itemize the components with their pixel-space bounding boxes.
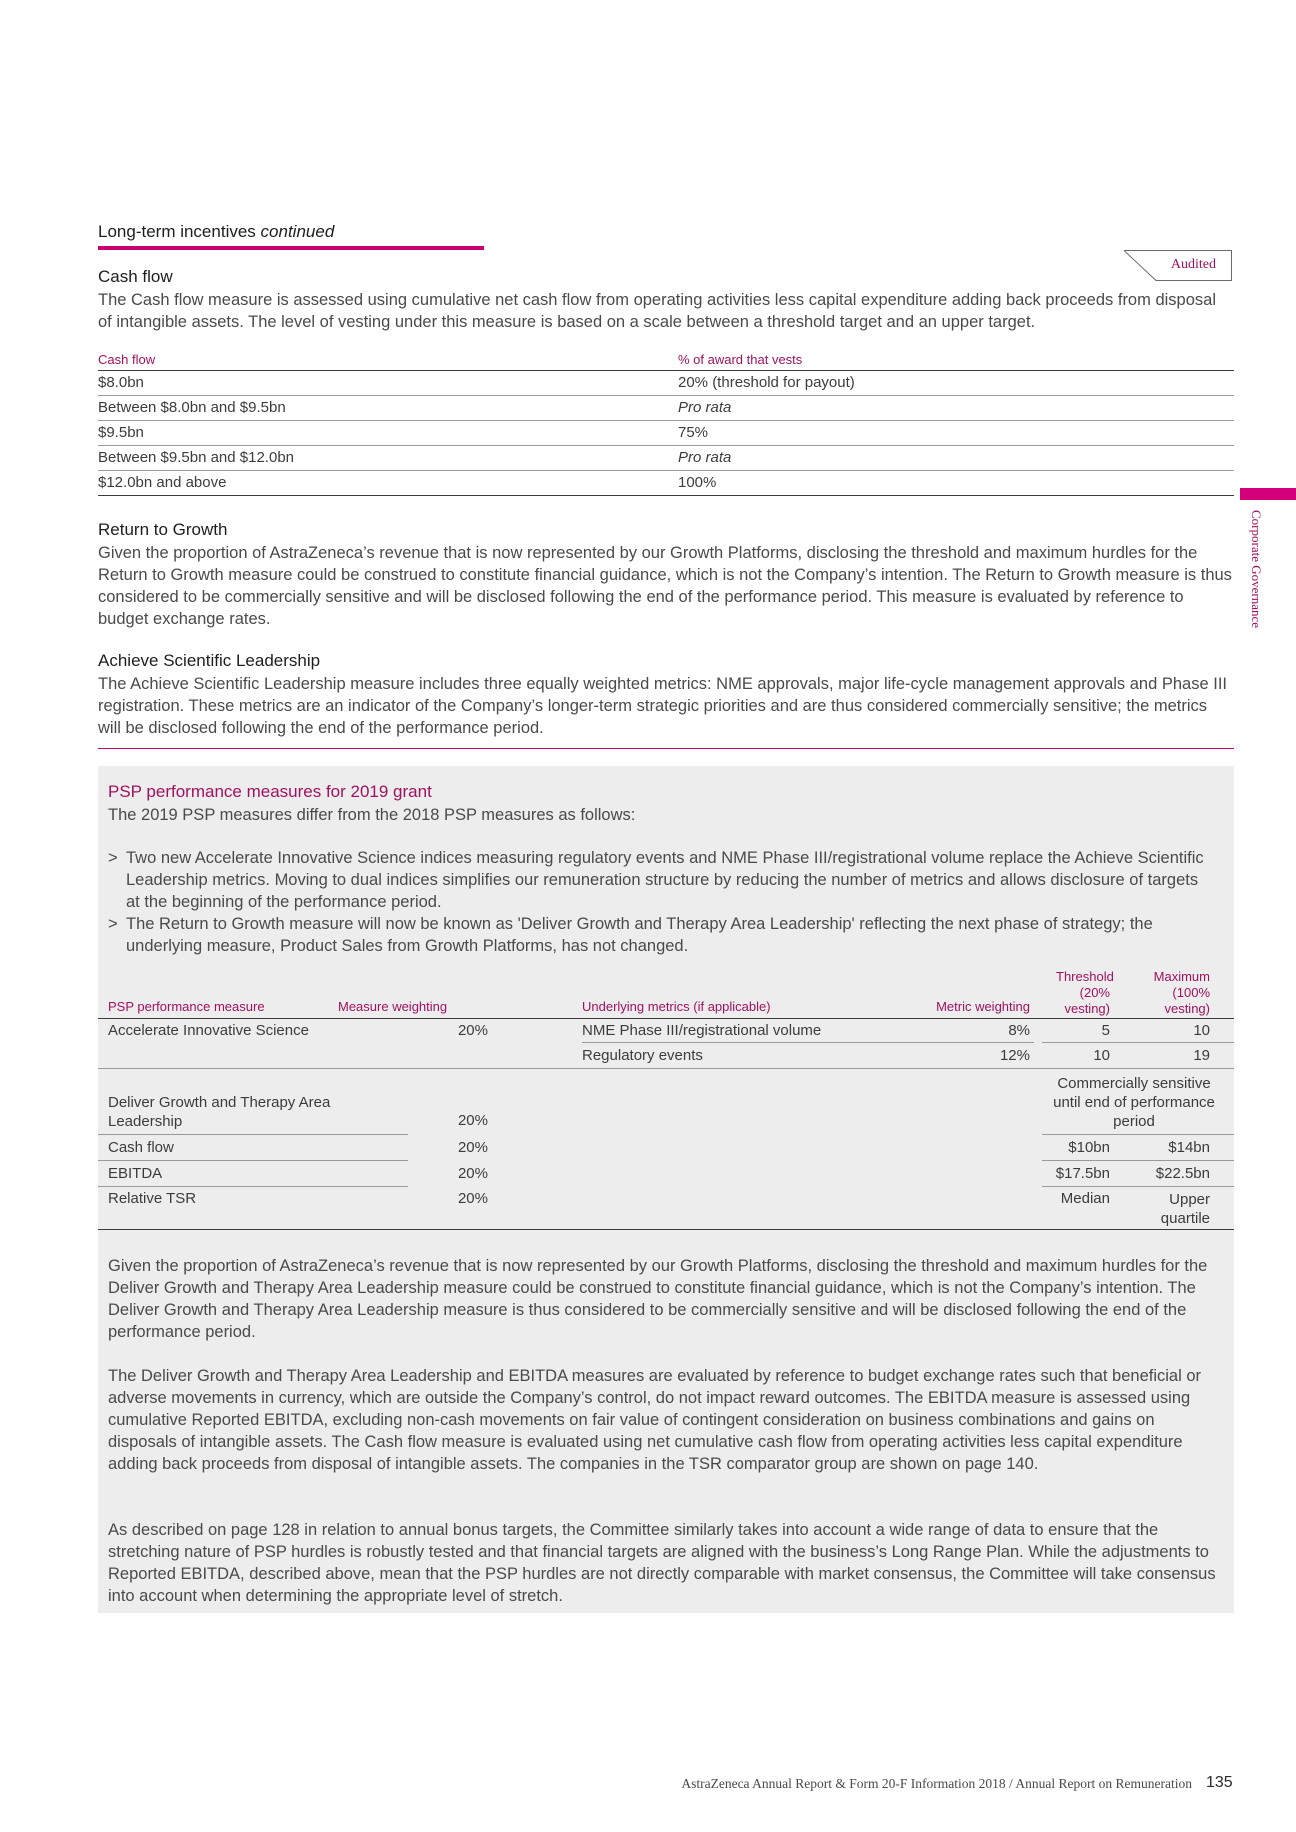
col-header-cash-flow: Cash flow (98, 352, 156, 367)
weighting-ebitda: 20% (457, 1165, 488, 1182)
measure-relative-tsr: Relative TSR (108, 1190, 197, 1207)
psp-paragraph-2: The Deliver Growth and Therapy Area Leadership and EBITDA measures are evaluated by reference to budget exchange rates such that beneficial or adverse movements in currency, which are outside the Company’s control, do not impact reward outcomes. The EBITDA measure is assessed using cumulative Reported EBITDA, excluding non-cash movements on fair value of contingent consideration on business combinations and gains on disposals of intangible assets. The Cash flow measure is evaluated using net cumulative cash flow from operating activities less capital expenditure adding back proceeds from disposal of intangible assets. The companies in the TSR comparator group are shown on page 140. (108, 1367, 1202, 1473)
table-cell: $8.0bn (98, 374, 144, 391)
table-row (98, 421, 1234, 446)
threshold-regulatory: 10 (1093, 1047, 1110, 1064)
row-rule (1042, 1186, 1234, 1187)
table-bottom-rule (98, 1229, 1234, 1230)
table-row (98, 446, 1234, 471)
table-cell: Pro rata (678, 449, 732, 466)
row-rule (98, 1186, 408, 1187)
table-cell: 100% (678, 474, 717, 491)
col-header-maximum: Maximum (100% vesting) (1153, 969, 1210, 1016)
threshold-relative-tsr: Median (1060, 1190, 1110, 1207)
row-rule (1042, 1160, 1234, 1161)
bullet-text: The Return to Growth measure will now be known as 'Deliver Growth and Therapy Area Leadership' reflecting the next phase of strategy; the underlying measure, Product Sales from Growth Platforms, has not changed. (126, 915, 1153, 955)
continued-label: continued (260, 222, 335, 241)
cash-flow-heading: Cash flow (98, 267, 173, 286)
maximum-nme: 10 (1193, 1022, 1210, 1039)
section-title: Long-term incentives continued (98, 222, 335, 241)
psp-paragraph-1: Given the proportion of AstraZeneca’s revenue that is now represented by our Growth Platforms, disclosing the threshold and maximum hurdles for the Deliver Growth and Therapy Area Leadership measure could be construed to constitute financial guidance, which is not the Company’s intention. The Deliver Growth and Therapy Area Leadership measure is thus considered to be commercially sensitive and will be disclosed following the end of the performance period. (108, 1257, 1208, 1341)
col-header-metric-weighting: Metric weighting (936, 999, 1030, 1014)
threshold-ebitda: $17.5bn (1055, 1165, 1110, 1182)
col-header-award-vests: % of award that vests (678, 352, 803, 367)
table-cell: $12.0bn and above (98, 474, 227, 491)
weighting-relative-tsr: 20% (457, 1190, 488, 1207)
footer-text: AstraZeneca Annual Report & Form 20-F Information 2018 / Annual Report on Remuneration (681, 1776, 1192, 1791)
cash-flow-paragraph: The Cash flow measure is assessed using cumulative net cash flow from operating activities less capital expenditure adding back proceeds from disposal of intangible assets. The level of vesting under this measure is based on a scale between a threshold target and an upper target. (98, 291, 1216, 331)
col-header-psp-measure: PSP performance measure (108, 999, 265, 1014)
metric-nme-phase-iii: NME Phase III/registrational volume (582, 1022, 822, 1039)
weighting-cash-flow: 20% (457, 1139, 488, 1156)
return-to-growth-paragraph: Given the proportion of AstraZeneca’s revenue that is now represented by our Growth Platforms, disclosing the threshold and maximum hurdles for the Return to Growth measure could be construed to constitute financial guidance, which is not the Company’s intention. The Return to Growth measure is thus considered to be commercially sensitive and will be disclosed following the end of the performance period. This measure is evaluated by reference to budget exchange rates. (98, 544, 1232, 628)
psp-box-intro: The 2019 PSP measures differ from the 2018 PSP measures as follows: (108, 806, 636, 824)
table-cell: $9.5bn (98, 424, 144, 441)
col-header-underlying-metrics: Underlying metrics (if applicable) (582, 999, 771, 1014)
list-item (108, 847, 1213, 913)
section-divider (98, 748, 1234, 749)
bullet-text: Two new Accelerate Innovative Science indices measuring regulatory events and NME Phase III/registrational volume replace the Achieve Scientific Leadership metrics. Moving to dual indices simplifies our remuneration structure by reducing the number of metrics and allows disclosure of targets at the beginning of the performance period. (126, 849, 1204, 911)
deliver-commercially-sensitive-note: Commercially sensitive until end of performance period (1053, 1075, 1215, 1130)
threshold-nme: 5 (1101, 1022, 1110, 1039)
row-rule (1042, 1134, 1234, 1135)
row-rule (98, 1160, 408, 1161)
maximum-ebitda: $22.5bn (1155, 1165, 1210, 1182)
audited-tag (1124, 250, 1232, 281)
psp-paragraph-3: As described on page 128 in relation to annual bonus targets, the Committee similarly takes into account a wide range of data to ensure that the stretching nature of PSP hurdles is robustly tested and that financial targets are aligned with the business’s Long Range Plan. While the adjustments to Reported EBITDA, described above, mean that the PSP hurdles are not directly comparable with market consensus, the Committee will take consensus into account when determining the appropriate level of stretch. (108, 1521, 1216, 1605)
cash-flow-table-header (98, 352, 1234, 371)
row-rule (582, 1042, 1034, 1043)
table-row (98, 396, 1234, 421)
psp-box-title: PSP performance measures for 2019 grant (108, 782, 432, 801)
row-rule (98, 1134, 408, 1135)
audited-label: Audited (1170, 257, 1216, 272)
return-to-growth-heading: Return to Growth (98, 520, 228, 539)
row-rule (98, 1068, 1234, 1069)
maximum-cash-flow: $14bn (1168, 1139, 1210, 1156)
page-number: 135 (1206, 1774, 1233, 1791)
table-cell: 75% (678, 424, 709, 441)
bullet-marker: > (108, 849, 118, 867)
weighting-accelerate: 20% (457, 1022, 488, 1039)
measure-cash-flow: Cash flow (108, 1139, 174, 1156)
metric-weight-nme: 8% (1008, 1022, 1030, 1039)
metric-regulatory-events: Regulatory events (582, 1047, 703, 1064)
cash-flow-table (98, 352, 1234, 496)
table-cell: Pro rata (678, 399, 732, 416)
section-header (98, 222, 484, 250)
row-rule (1042, 1042, 1234, 1043)
table-row (98, 471, 1234, 496)
measure-deliver-growth: Deliver Growth and Therapy Area Leadership (108, 1094, 331, 1130)
measure-ebitda: EBITDA (108, 1165, 163, 1182)
side-tab-marker (1240, 488, 1296, 500)
bullet-marker: > (108, 915, 118, 933)
maximum-regulatory: 19 (1193, 1047, 1210, 1064)
section-underline (98, 246, 484, 250)
scientific-leadership-paragraph: The Achieve Scientific Leadership measure includes three equally weighted metrics: NME approvals, major life-cycle management approvals and Phase III registration. These metrics are an indicator of the Company’s longer-term strategic priorities and are thus considered commercially sensitive; the metrics will be disclosed following the end of the performance period. (98, 675, 1227, 737)
threshold-cash-flow: $10bn (1068, 1139, 1110, 1156)
table-header-rule (98, 1018, 1234, 1019)
table-cell: 20% (threshold for payout) (678, 374, 855, 391)
col-header-measure-weighting: Measure weighting (338, 999, 448, 1014)
table-cell: Between $8.0bn and $9.5bn (98, 399, 286, 416)
scientific-leadership-heading: Achieve Scientific Leadership (98, 651, 321, 670)
list-item (108, 913, 1213, 957)
table-cell: Between $9.5bn and $12.0bn (98, 449, 295, 466)
table-row (98, 371, 1234, 396)
side-tab-label: Corporate Governance (1249, 510, 1264, 629)
psp-measures-box (98, 766, 1234, 1613)
weighting-deliver: 20% (457, 1112, 488, 1129)
col-header-threshold: Threshold (20% vesting) (1056, 969, 1114, 1016)
measure-accelerate-innovative-science: Accelerate Innovative Science (108, 1022, 309, 1039)
maximum-relative-tsr: Upper quartile (1160, 1191, 1210, 1227)
metric-weight-regulatory: 12% (999, 1047, 1030, 1064)
